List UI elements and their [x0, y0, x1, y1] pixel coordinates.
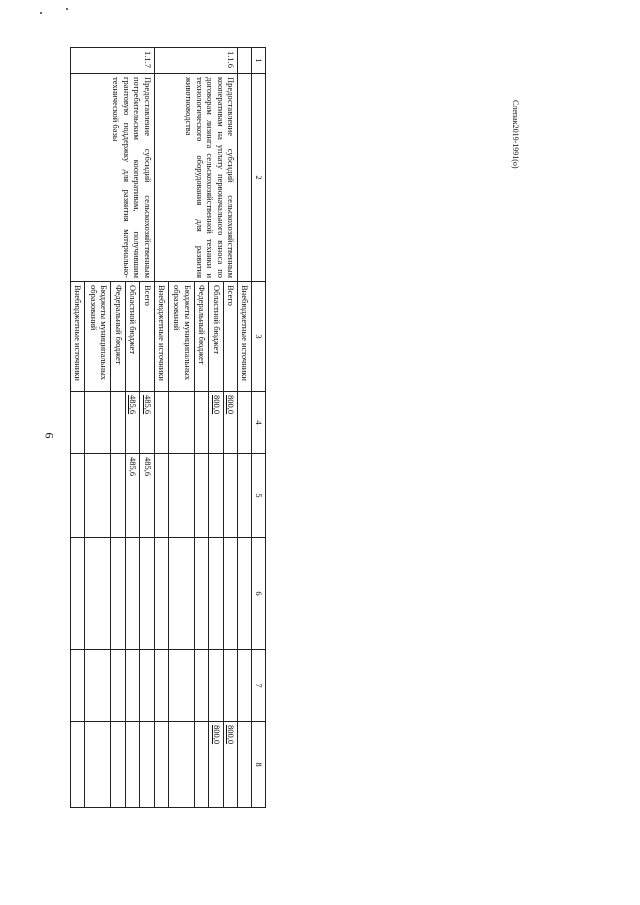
value-cell-c4: 800,0	[223, 392, 237, 454]
value-cell-c4: 800,0	[209, 392, 223, 454]
value-cell-c7	[71, 650, 86, 722]
value-cell-c5: 485,6	[140, 454, 154, 538]
item-description: Предоставление субсидий сельскохозяйственным кооперативам на уплату первоначального взноса по договорам лизинга сельскохозяйственной техники и технологического оборудования для развития животноводства	[154, 74, 238, 282]
value-cell-c5	[71, 454, 86, 538]
value-cell-c4	[169, 392, 195, 454]
value-cell-c6	[140, 538, 154, 650]
value-cell-c7	[85, 650, 111, 722]
value-cell-c8	[71, 722, 86, 808]
source-cell: Федеральный бюджет	[194, 282, 208, 392]
item-code: 1.1.6	[154, 48, 238, 74]
column-header: 3	[252, 282, 266, 392]
value-cell-c5	[85, 454, 111, 538]
value-cell-c4	[154, 392, 168, 454]
value-cell-c8	[154, 722, 168, 808]
value-cell-c6	[169, 538, 195, 650]
value-cell-c7	[223, 650, 237, 722]
value-cell-c6	[85, 538, 111, 650]
source-cell: Всего	[140, 282, 154, 392]
value-cell-c6	[71, 538, 86, 650]
table-body	[71, 48, 253, 808]
value-cell-c8	[85, 722, 111, 808]
value-cell-c4: 485,6	[125, 392, 139, 454]
budget-table-rotated	[70, 47, 266, 807]
value-cell-c4	[194, 392, 208, 454]
column-header: 2	[252, 74, 266, 282]
value-cell-c7	[111, 650, 125, 722]
value-cell-c4: 485,6	[140, 392, 154, 454]
column-header: 8	[252, 722, 266, 808]
source-cell: Внебюджетные источники	[71, 282, 86, 392]
value-cell-c5	[111, 454, 125, 538]
value-cell-c4	[111, 392, 125, 454]
table-row	[223, 48, 237, 808]
value-cell-c5	[154, 454, 168, 538]
source-cell: Бюджеты муниципальных образований	[169, 282, 195, 392]
scan-speck	[66, 8, 68, 10]
table-row	[140, 48, 154, 808]
source-cell: Областной бюджет	[125, 282, 139, 392]
table-row	[238, 48, 252, 808]
value-cell-c5	[223, 454, 237, 538]
value-cell-c6	[194, 538, 208, 650]
column-header: 1	[252, 48, 266, 74]
value-cell-c7	[125, 650, 139, 722]
value-cell-c8	[169, 722, 195, 808]
value-cell-c6	[223, 538, 237, 650]
value-cell-c6	[125, 538, 139, 650]
source-cell: Внебюджетные источники	[154, 282, 168, 392]
value-cell-c5: 485,6	[125, 454, 139, 538]
column-header: 5	[252, 454, 266, 538]
column-header: 6	[252, 538, 266, 650]
value-cell-c7	[209, 650, 223, 722]
document-code: Слепак2019-1991(о)	[511, 100, 520, 169]
column-header: 4	[252, 392, 266, 454]
source-cell: Областной бюджет	[209, 282, 223, 392]
value-cell-c8: 800,0	[223, 722, 237, 808]
source-cell: Федеральный бюджет	[111, 282, 125, 392]
value-cell-c7	[169, 650, 195, 722]
value-cell-c8	[111, 722, 125, 808]
value-cell-c6	[154, 538, 168, 650]
column-header: 7	[252, 650, 266, 722]
value-cell-c4	[71, 392, 86, 454]
value-cell-c8	[140, 722, 154, 808]
value-cell-c4	[85, 392, 111, 454]
budget-table	[70, 47, 266, 808]
value-cell-c5	[169, 454, 195, 538]
scan-speck	[40, 12, 42, 14]
source-cell: Бюджеты муниципальных образований	[85, 282, 111, 392]
value-cell-c7	[154, 650, 168, 722]
item-code: 1.1.7	[71, 48, 155, 74]
value-cell-c5	[194, 454, 208, 538]
source-cell: Внебюджетные источники	[238, 282, 252, 392]
value-cell-c7	[140, 650, 154, 722]
item-description: Предоставление субсидий сельскохозяйственным потребительским кооперативам, получившим грантовую поддержку для развития материально-технической базы	[71, 74, 155, 282]
table-header-row	[252, 48, 266, 808]
page-number: 6	[42, 432, 57, 439]
value-cell-c6	[209, 538, 223, 650]
value-cell-c5	[209, 454, 223, 538]
value-cell-c6	[111, 538, 125, 650]
value-cell-c8: 800,0	[209, 722, 223, 808]
source-cell: Всего	[223, 282, 237, 392]
value-cell-c8	[194, 722, 208, 808]
value-cell-c7	[194, 650, 208, 722]
value-cell-c8	[125, 722, 139, 808]
